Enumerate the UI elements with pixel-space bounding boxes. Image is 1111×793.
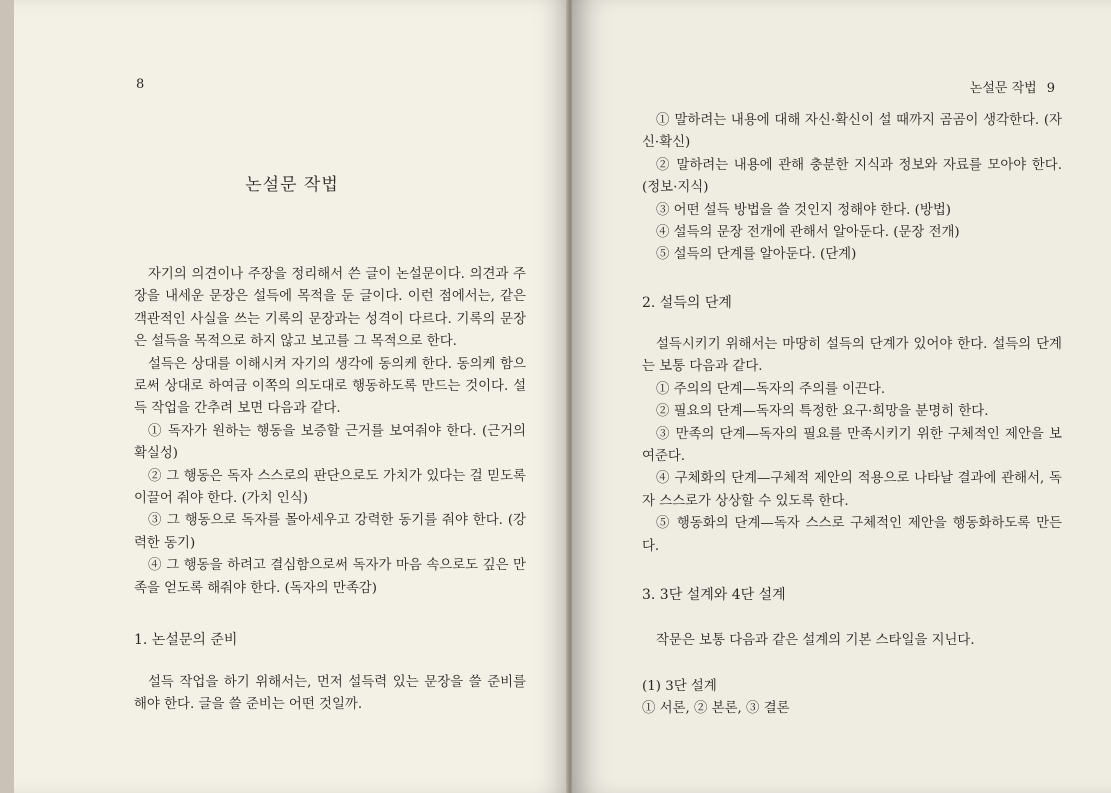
paragraph: 설득 작업을 하기 위해서는, 먼저 설득력 있는 문장을 쓸 준비를 해야 한다. 글을 쓸 준비는 어떤 것일까. xyxy=(134,675,526,713)
section-text xyxy=(134,672,526,717)
list-item: ① 말하려는 내용에 대해 자신·확신이 설 때까지 곰곰이 생각한다. (자신·확신) xyxy=(642,113,1062,151)
list-item: ③ 만족의 단계—독자의 필요를 만족시키기 위한 구체적인 제안을 보여준다. xyxy=(642,426,1062,465)
list-item: ① 주의의 단계—독자의 주의를 이끈다. xyxy=(656,381,886,397)
section-heading-text: 3. 3단 설계와 4단 설계 xyxy=(642,587,786,603)
persuasion-steps xyxy=(642,334,1062,558)
chapter-title: 논설문 작법 xyxy=(245,175,339,195)
left-page xyxy=(14,0,570,793)
running-head-title: 논설문 작법 xyxy=(969,81,1037,96)
list-item: ④ 구체화의 단계—구체적 제안의 적용으로 나타날 결과에 관해서, 독자 스스로가 상상할 수 있도록 한다. xyxy=(642,471,1062,509)
page-number: 9 xyxy=(1046,81,1055,96)
list-item: ② 필요의 단계—독자의 특정한 요구·희망을 분명히 한다. xyxy=(656,404,989,420)
preparation-list xyxy=(642,110,1062,267)
list-item: ④ 설득의 문장 전개에 관해서 알아둔다. (문장 전개) xyxy=(656,225,960,241)
section-heading xyxy=(642,584,1062,606)
section-heading xyxy=(642,292,1062,314)
subsection xyxy=(642,676,1062,721)
list-item: ③ 그 행동으로 독자를 몰아세우고 강력한 동기를 줘야 한다. (강력한 동기) xyxy=(134,513,526,551)
right-page xyxy=(572,0,1111,793)
list-item: ⑤ 설득의 단계를 알아둔다. (단계) xyxy=(656,247,857,263)
section-heading xyxy=(134,629,526,651)
page-number: 8 xyxy=(136,77,145,92)
list-item: ② 말하려는 내용에 관해 충분한 지식과 정보와 자료를 모아야 한다. (정보·지식) xyxy=(642,157,1062,196)
section-heading-text: 2. 설득의 단계 xyxy=(642,295,732,311)
section-text xyxy=(642,630,1062,652)
list-item: ① 독자가 원하는 행동을 보증할 근거를 보여줘야 한다. (근거의 확실성) xyxy=(134,423,526,462)
list-item: ③ 어떤 설득 방법을 쓸 것인지 정해야 한다. (방법) xyxy=(656,202,951,218)
subsection-heading: (1) 3단 설계 xyxy=(642,679,717,694)
intro-text xyxy=(134,264,526,600)
paragraph: 설득시키기 위해서는 마땅히 설득의 단계가 있어야 한다. 설득의 단계는 보통 다음과 같다. xyxy=(642,337,1062,375)
paragraph: 설득은 상대를 이해시켜 자기의 생각에 동의케 한다. 동의케 함으로써 상대로 하여금 이쪽의 의도대로 행동하도록 만드는 것이다. 설득 작업을 간추려 보면 다음과 같다. xyxy=(134,356,526,417)
book-edge xyxy=(0,0,14,793)
list-item: ② 그 행동은 독자 스스로의 판단으로도 가치가 있다는 걸 믿도록 이끌어 줘야 한다. (가치 인식) xyxy=(134,468,526,507)
list-item: ⑤ 행동화의 단계—독자 스스로 구체적인 제안을 행동화하도록 만든다. xyxy=(642,516,1062,554)
list-item: ④ 그 행동을 하려고 결심함으로써 독자가 마음 속으로도 깊은 만족을 얻도록 해줘야 한다. (독자의 만족감) xyxy=(134,558,526,596)
paragraph: 자기의 의견이나 주장을 정리해서 쓴 글이 논설문이다. 의견과 주장을 내세운 문장은 설득에 목적을 둔 글이다. 이런 점에서는, 같은 객관적인 사실을 쓰는 기록의 문장과는 성격이 다르다. 기록의 문장은 설득을 목적으로 하지 않고 보고를 그 목적으로 한다. xyxy=(134,267,526,350)
paragraph: 작문은 보통 다음과 같은 설계의 기본 스타일을 지닌다. xyxy=(656,633,975,648)
running-head xyxy=(960,77,1055,96)
subsection-items: ① 서론, ② 본론, ③ 결론 xyxy=(642,701,790,717)
section-heading-text: 1. 논설문의 준비 xyxy=(134,632,238,648)
